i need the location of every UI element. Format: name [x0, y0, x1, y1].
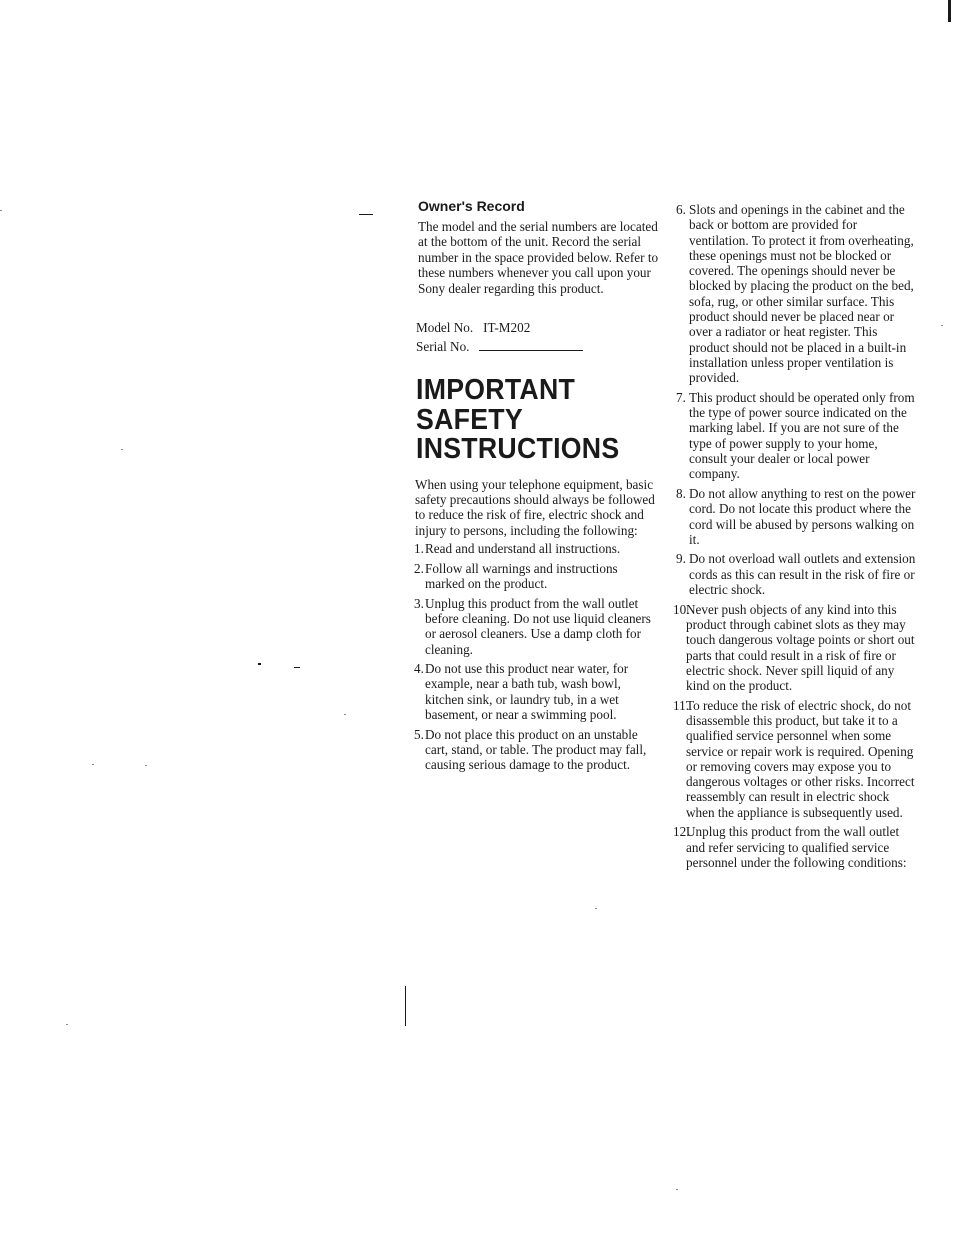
list-item-number: 10. [673, 601, 690, 617]
list-item-text: Read and understand all instructions. [425, 541, 621, 557]
list-item-number: 2. [414, 560, 424, 576]
safety-title-line-2: SAFETY [416, 403, 523, 436]
list-item-number: 9. [676, 551, 686, 567]
list-item-text: Do not overload wall outlets and extension cords as this can result in the risk of fire or electric shock. [689, 551, 916, 598]
scan-dot [145, 765, 147, 766]
list-item-text: Never push objects of any kind into this product through cabinet slots as they may touch dangerous voltage points or short out parts that could result in a risk of fire or electric shock. Never spill liquid of any kind on the product. [686, 601, 915, 694]
scan-dot [344, 714, 346, 715]
scan-dot [676, 1189, 678, 1190]
list-item-text: Do not allow anything to rest on the power cord. Do not locate this product where the cord will be abused by persons walking on it. [689, 485, 916, 547]
list-item-text: Do not place this product on an unstable cart, stand, or table. The product may fall, causing serious damage to the product. [425, 726, 647, 773]
owners-record-fields [416, 318, 660, 356]
model-number-value: IT-M202 [483, 320, 531, 336]
scan-mark-bottom-line [405, 986, 406, 1026]
scan-dot [92, 764, 94, 765]
safety-title-line-1: IMPORTANT [416, 374, 576, 407]
owners-record-text: The model and the serial numbers are located at the bottom of the unit. Record the serial number in the space provided below. Refer to these numbers whenever you call upon your Sony dealer regarding this product. [418, 219, 659, 296]
scan-mark-top-right [948, 0, 951, 22]
model-number-row [416, 318, 660, 337]
safety-intro: When using your telephone equipment, basic safety precautions should always be followed to reduce the risk of fire, electric shock and injury to persons, including the following: [415, 476, 655, 538]
scan-dot [595, 908, 597, 909]
list-item-number: 8. [676, 485, 686, 501]
list-item-text: Unplug this product from the wall outlet before cleaning. Do not use liquid cleaners or aerosol cleaners. Use a damp cloth for cleaning. [425, 595, 651, 657]
scan-dot [66, 1024, 68, 1025]
scan-mark-left-2 [294, 667, 300, 668]
model-number-label: Model No. [416, 320, 474, 336]
scan-mark-arrow [359, 214, 373, 215]
list-item [673, 697, 916, 820]
list-item [676, 551, 916, 597]
list-item-text: To reduce the risk of electric shock, do not disassemble this product, but take it to a qualified service personnel when some service or repair work is required. Opening or removing covers may expose you to dangerous voltages or other risks. Incorrect reassembly can result in electric shock when the appliance is subsequently used. [686, 697, 915, 820]
scan-dot [0, 210, 2, 211]
serial-number-label: Serial No. [416, 339, 470, 355]
list-item [676, 486, 916, 547]
list-item-number: 11. [673, 697, 689, 713]
list-item [673, 601, 916, 694]
list-item-text: Follow all warnings and instructions marked on the product. [425, 560, 618, 592]
safety-title [416, 376, 640, 465]
scan-dot [121, 449, 123, 450]
list-item [676, 202, 916, 386]
list-item-number: 3. [414, 595, 424, 611]
serial-number-row [416, 337, 660, 356]
right-column [673, 202, 916, 875]
list-item-number: 1. [414, 541, 424, 557]
serial-number-blank-line [479, 338, 583, 351]
list-item-text: Do not use this product near water, for example, near a bath tub, wash bowl, kitchen sink, or laundry tub, in a wet basement, or near a swimming pool. [425, 661, 629, 723]
list-item [414, 661, 660, 722]
list-item [673, 824, 916, 870]
list-item-number: 4. [414, 661, 424, 677]
list-item-text: This product should be operated only from the type of power source indicated on the marking label. If you are not sure of the type of power supply to your home, consult your dealer or local power company. [689, 389, 915, 482]
list-item-number: 6. [676, 202, 686, 217]
list-item-number: 12. [673, 824, 690, 840]
list-item-text: Slots and openings in the cabinet and the back or bottom are provided for ventilation. To protect it from overheating, these openings must not be blocked or covered. The openings should never be blocked by placing the product on the bed, sofa, rug, or other similar surface. This product should never be placed near or over a radiator or heat register. This product should not be placed in a built-in installation unless proper ventilation is provided. [689, 202, 914, 386]
safety-title-line-3: INSTRUCTIONS [416, 433, 620, 466]
list-item-number: 5. [414, 726, 424, 742]
list-item [414, 541, 660, 556]
list-item-number: 7. [676, 389, 686, 405]
list-item [414, 727, 660, 773]
list-item [676, 390, 916, 482]
scan-mark-left-1 [258, 663, 261, 665]
left-column [414, 198, 660, 777]
list-item [414, 561, 660, 592]
scan-dot [941, 325, 943, 326]
safety-list-right [673, 202, 916, 870]
safety-list-left [414, 541, 660, 772]
list-item-text: Unplug this product from the wall outlet and refer servicing to qualified service personnel under the following conditions: [686, 824, 907, 870]
list-item [414, 596, 660, 657]
owners-record-heading: Owner's Record [418, 198, 525, 214]
